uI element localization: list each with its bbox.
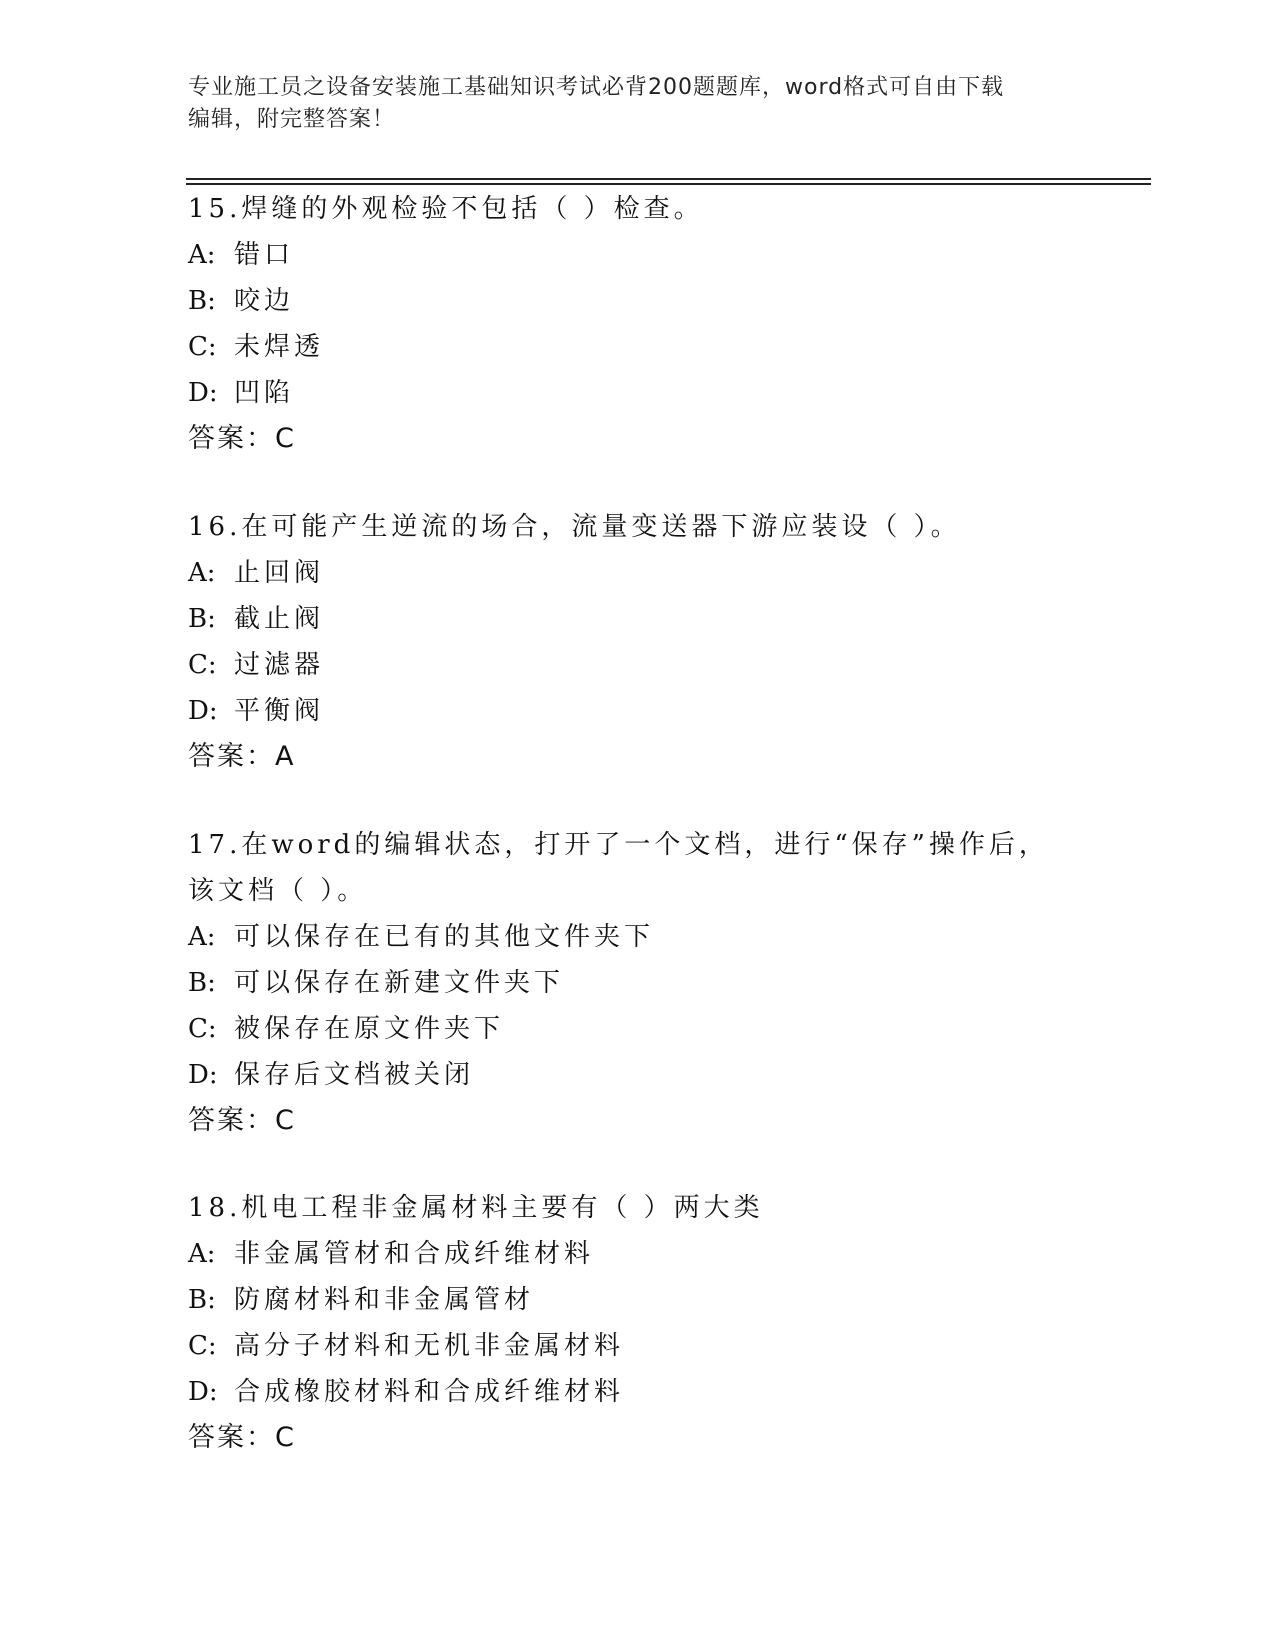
option-d (188, 1052, 1068, 1098)
option-letter: B: (188, 968, 216, 998)
option-letter: A: (188, 922, 216, 952)
answer-label: 答案： (188, 423, 275, 454)
option-text: 平衡阀 (234, 696, 325, 726)
option-c (188, 324, 1088, 370)
option-text: 高分子材料和无机非金属材料 (234, 1331, 625, 1361)
question-18 (188, 1185, 1088, 1461)
answer-label: 答案： (188, 1105, 275, 1136)
option-a (188, 914, 1068, 960)
header-line-2: 编辑，附完整答案！ (188, 107, 396, 132)
option-b (188, 1277, 1088, 1323)
option-b (188, 596, 1088, 642)
option-text: 非金属管材和合成纤维材料 (234, 1239, 595, 1269)
option-letter: D: (188, 1060, 218, 1090)
answer-line (188, 1098, 1068, 1144)
option-d (188, 370, 1088, 416)
option-a (188, 550, 1088, 596)
option-a (188, 232, 1088, 278)
option-text: 错口 (234, 240, 295, 270)
option-text: 被保存在原文件夹下 (234, 1014, 505, 1044)
question-17 (188, 822, 1068, 1144)
option-text: 合成橡胶材料和合成纤维材料 (234, 1377, 625, 1407)
answer-line (188, 1415, 1088, 1461)
option-letter: B: (188, 286, 216, 316)
option-letter: D: (188, 696, 218, 726)
option-text: 保存后文档被关闭 (234, 1060, 475, 1090)
option-b (188, 960, 1068, 1006)
question-title: 16.在可能产生逆流的场合，流量变送器下游应装设（ ）。 (188, 512, 961, 542)
option-a (188, 1231, 1088, 1277)
option-text: 可以保存在新建文件夹下 (234, 968, 565, 998)
option-letter: B: (188, 1285, 216, 1315)
question-title: 17.在word的编辑状态，打开了一个文档，进行“保存”操作后，该文档（ ）。 (188, 830, 1049, 906)
answer-value: C (275, 1422, 294, 1453)
question-16 (188, 504, 1088, 780)
question-title: 15.焊缝的外观检验不包括（ ）检查。 (188, 194, 704, 224)
option-text: 可以保存在已有的其他文件夹下 (234, 922, 655, 952)
document-header (188, 72, 1068, 136)
answer-label: 答案： (188, 1422, 275, 1453)
header-divider-top (186, 178, 1151, 180)
option-text: 截止阀 (234, 604, 325, 634)
option-letter: C: (188, 332, 217, 362)
answer-line (188, 734, 1088, 780)
header-line-1: 专业施工员之设备安装施工基础知识考试必背200题题库，word格式可自由下载 (188, 75, 1005, 100)
answer-value: A (275, 741, 294, 772)
option-letter: A: (188, 1239, 216, 1269)
option-c (188, 1006, 1068, 1052)
option-letter: C: (188, 650, 217, 680)
option-text: 咬边 (234, 286, 295, 316)
option-letter: C: (188, 1014, 217, 1044)
option-b (188, 278, 1088, 324)
header-divider-bottom (186, 183, 1151, 185)
answer-label: 答案： (188, 741, 275, 772)
option-d (188, 688, 1088, 734)
option-letter: A: (188, 240, 216, 270)
answer-value: C (275, 423, 294, 454)
answer-value: C (275, 1105, 294, 1136)
question-15 (188, 186, 1088, 462)
option-letter: A: (188, 558, 216, 588)
option-d (188, 1369, 1088, 1415)
option-text: 凹陷 (234, 378, 295, 408)
option-letter: C: (188, 1331, 217, 1361)
option-text: 止回阀 (234, 558, 325, 588)
option-c (188, 1323, 1088, 1369)
question-title: 18.机电工程非金属材料主要有（ ）两大类 (188, 1193, 764, 1223)
answer-line (188, 416, 1088, 462)
option-c (188, 642, 1088, 688)
option-text: 未焊透 (234, 332, 325, 362)
option-text: 防腐材料和非金属管材 (234, 1285, 535, 1315)
option-letter: D: (188, 378, 218, 408)
option-letter: D: (188, 1377, 218, 1407)
option-text: 过滤器 (234, 650, 325, 680)
option-letter: B: (188, 604, 216, 634)
